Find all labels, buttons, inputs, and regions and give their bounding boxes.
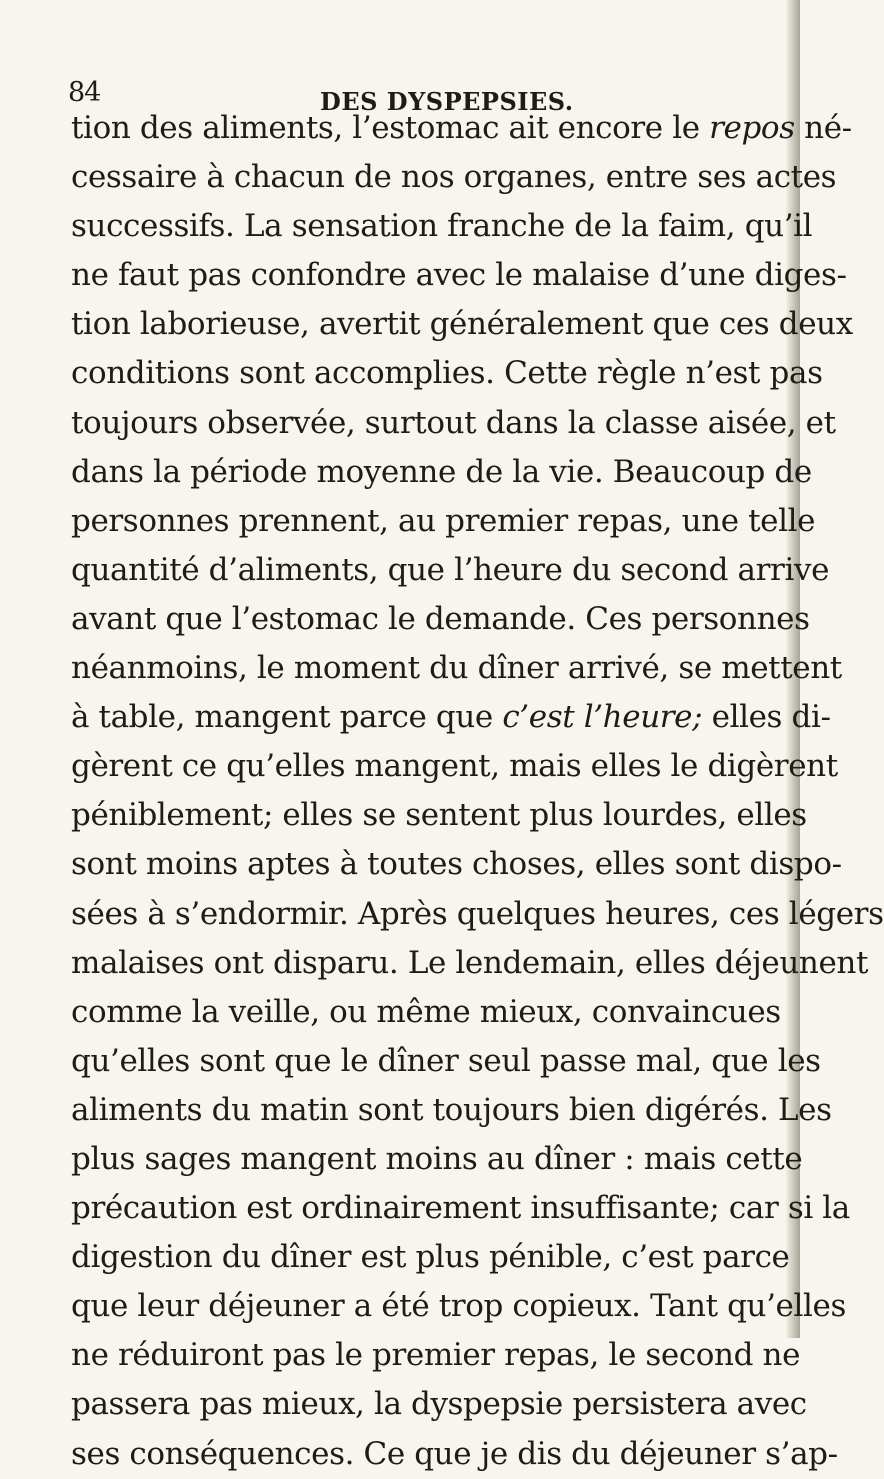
text-line — [71, 890, 884, 939]
text-line — [71, 1135, 803, 1184]
text-line — [71, 497, 816, 546]
page-number: 84 — [68, 77, 101, 108]
text-line — [71, 644, 842, 693]
text-run: gèrent ce qu’elles mangent, mais elles le digèrent — [71, 748, 838, 785]
text-line — [71, 693, 831, 742]
text-line — [71, 448, 812, 497]
text-run: péniblement; elles se sentent plus lourdes, elles — [71, 797, 807, 834]
text-run: ne réduiront pas le premier repas, le second ne — [71, 1337, 801, 1374]
text-line — [71, 1380, 807, 1429]
text-line — [71, 1233, 790, 1282]
text-run: ne faut pas confondre avec le malaise d’une diges- — [71, 257, 847, 294]
text-run: aliments du matin sont toujours bien digérés. Les — [71, 1091, 832, 1128]
text-line — [71, 104, 852, 153]
italic-run: repos — [709, 110, 795, 146]
text-line — [71, 349, 823, 398]
text-run: successifs. La sensation franche de la faim, qu’il — [71, 208, 813, 245]
body-text — [71, 104, 884, 1479]
text-line — [71, 939, 869, 988]
text-run: plus sages mangent moins au dîner : mais cette — [71, 1140, 803, 1177]
text-run: conditions sont accomplies. Cette règle n’est pas — [71, 355, 823, 392]
text-run: passera pas mieux, la dyspepsie persistera avec — [71, 1386, 807, 1423]
text-run: tion laborieuse, avertit généralement que ces deux — [71, 306, 853, 343]
text-run: personnes prennent, au premier repas, une telle — [71, 502, 816, 539]
text-line — [71, 1184, 850, 1233]
text-line — [71, 840, 842, 889]
text-run: comme la veille, ou même mieux, convaincues — [71, 993, 781, 1030]
text-line — [71, 251, 847, 300]
text-line — [71, 1430, 838, 1479]
text-run: sont moins aptes à toutes choses, elles sont dispo- — [71, 846, 842, 883]
text-run: qu’elles sont que le dîner seul passe mal, que les — [71, 1042, 821, 1079]
text-line — [71, 399, 836, 448]
text-run: à table, mangent parce que — [71, 699, 503, 736]
text-run: néanmoins, le moment du dîner arrivé, se mettent — [71, 650, 842, 687]
text-run: toujours observée, surtout dans la classe aisée, et — [71, 404, 836, 441]
text-run-after: né- — [794, 110, 852, 146]
text-run-after: elles di- — [702, 699, 831, 736]
text-line — [71, 742, 838, 791]
text-line — [71, 202, 813, 251]
italic-run: c’est l’heure; — [502, 699, 703, 736]
text-line — [71, 988, 781, 1037]
text-line — [71, 791, 807, 840]
text-line — [71, 595, 810, 644]
text-run: avant que l’estomac le demande. Ces personnes — [71, 600, 810, 637]
text-line — [71, 546, 830, 595]
text-run: sées à s’endormir. Après quelques heures, ces légers — [71, 895, 884, 932]
text-run: dans la période moyenne de la vie. Beaucoup de — [71, 453, 812, 490]
text-run: quantité d’aliments, que l’heure du second arrive — [71, 551, 830, 588]
text-line — [71, 300, 853, 349]
text-run: cessaire à chacun de nos organes, entre ses actes — [71, 159, 837, 196]
text-line — [71, 1282, 846, 1331]
text-line — [71, 153, 837, 202]
text-run: malaises ont disparu. Le lendemain, elles déjeunent — [71, 944, 869, 981]
text-run: tion des aliments, l’estomac ait encore le — [71, 110, 710, 146]
text-line — [71, 1037, 821, 1086]
text-run: ses conséquences. Ce que je dis du déjeuner s’ap- — [71, 1435, 838, 1472]
text-run: que leur déjeuner a été trop copieux. Tant qu’elles — [71, 1288, 846, 1325]
text-line — [71, 1331, 801, 1380]
text-line — [71, 1086, 832, 1135]
text-run: précaution est ordinairement insuffisante; car si la — [71, 1190, 850, 1227]
running-head: DES DYSPEPSIES. — [320, 87, 574, 116]
text-run: digestion du dîner est plus pénible, c’est parce — [71, 1239, 790, 1276]
